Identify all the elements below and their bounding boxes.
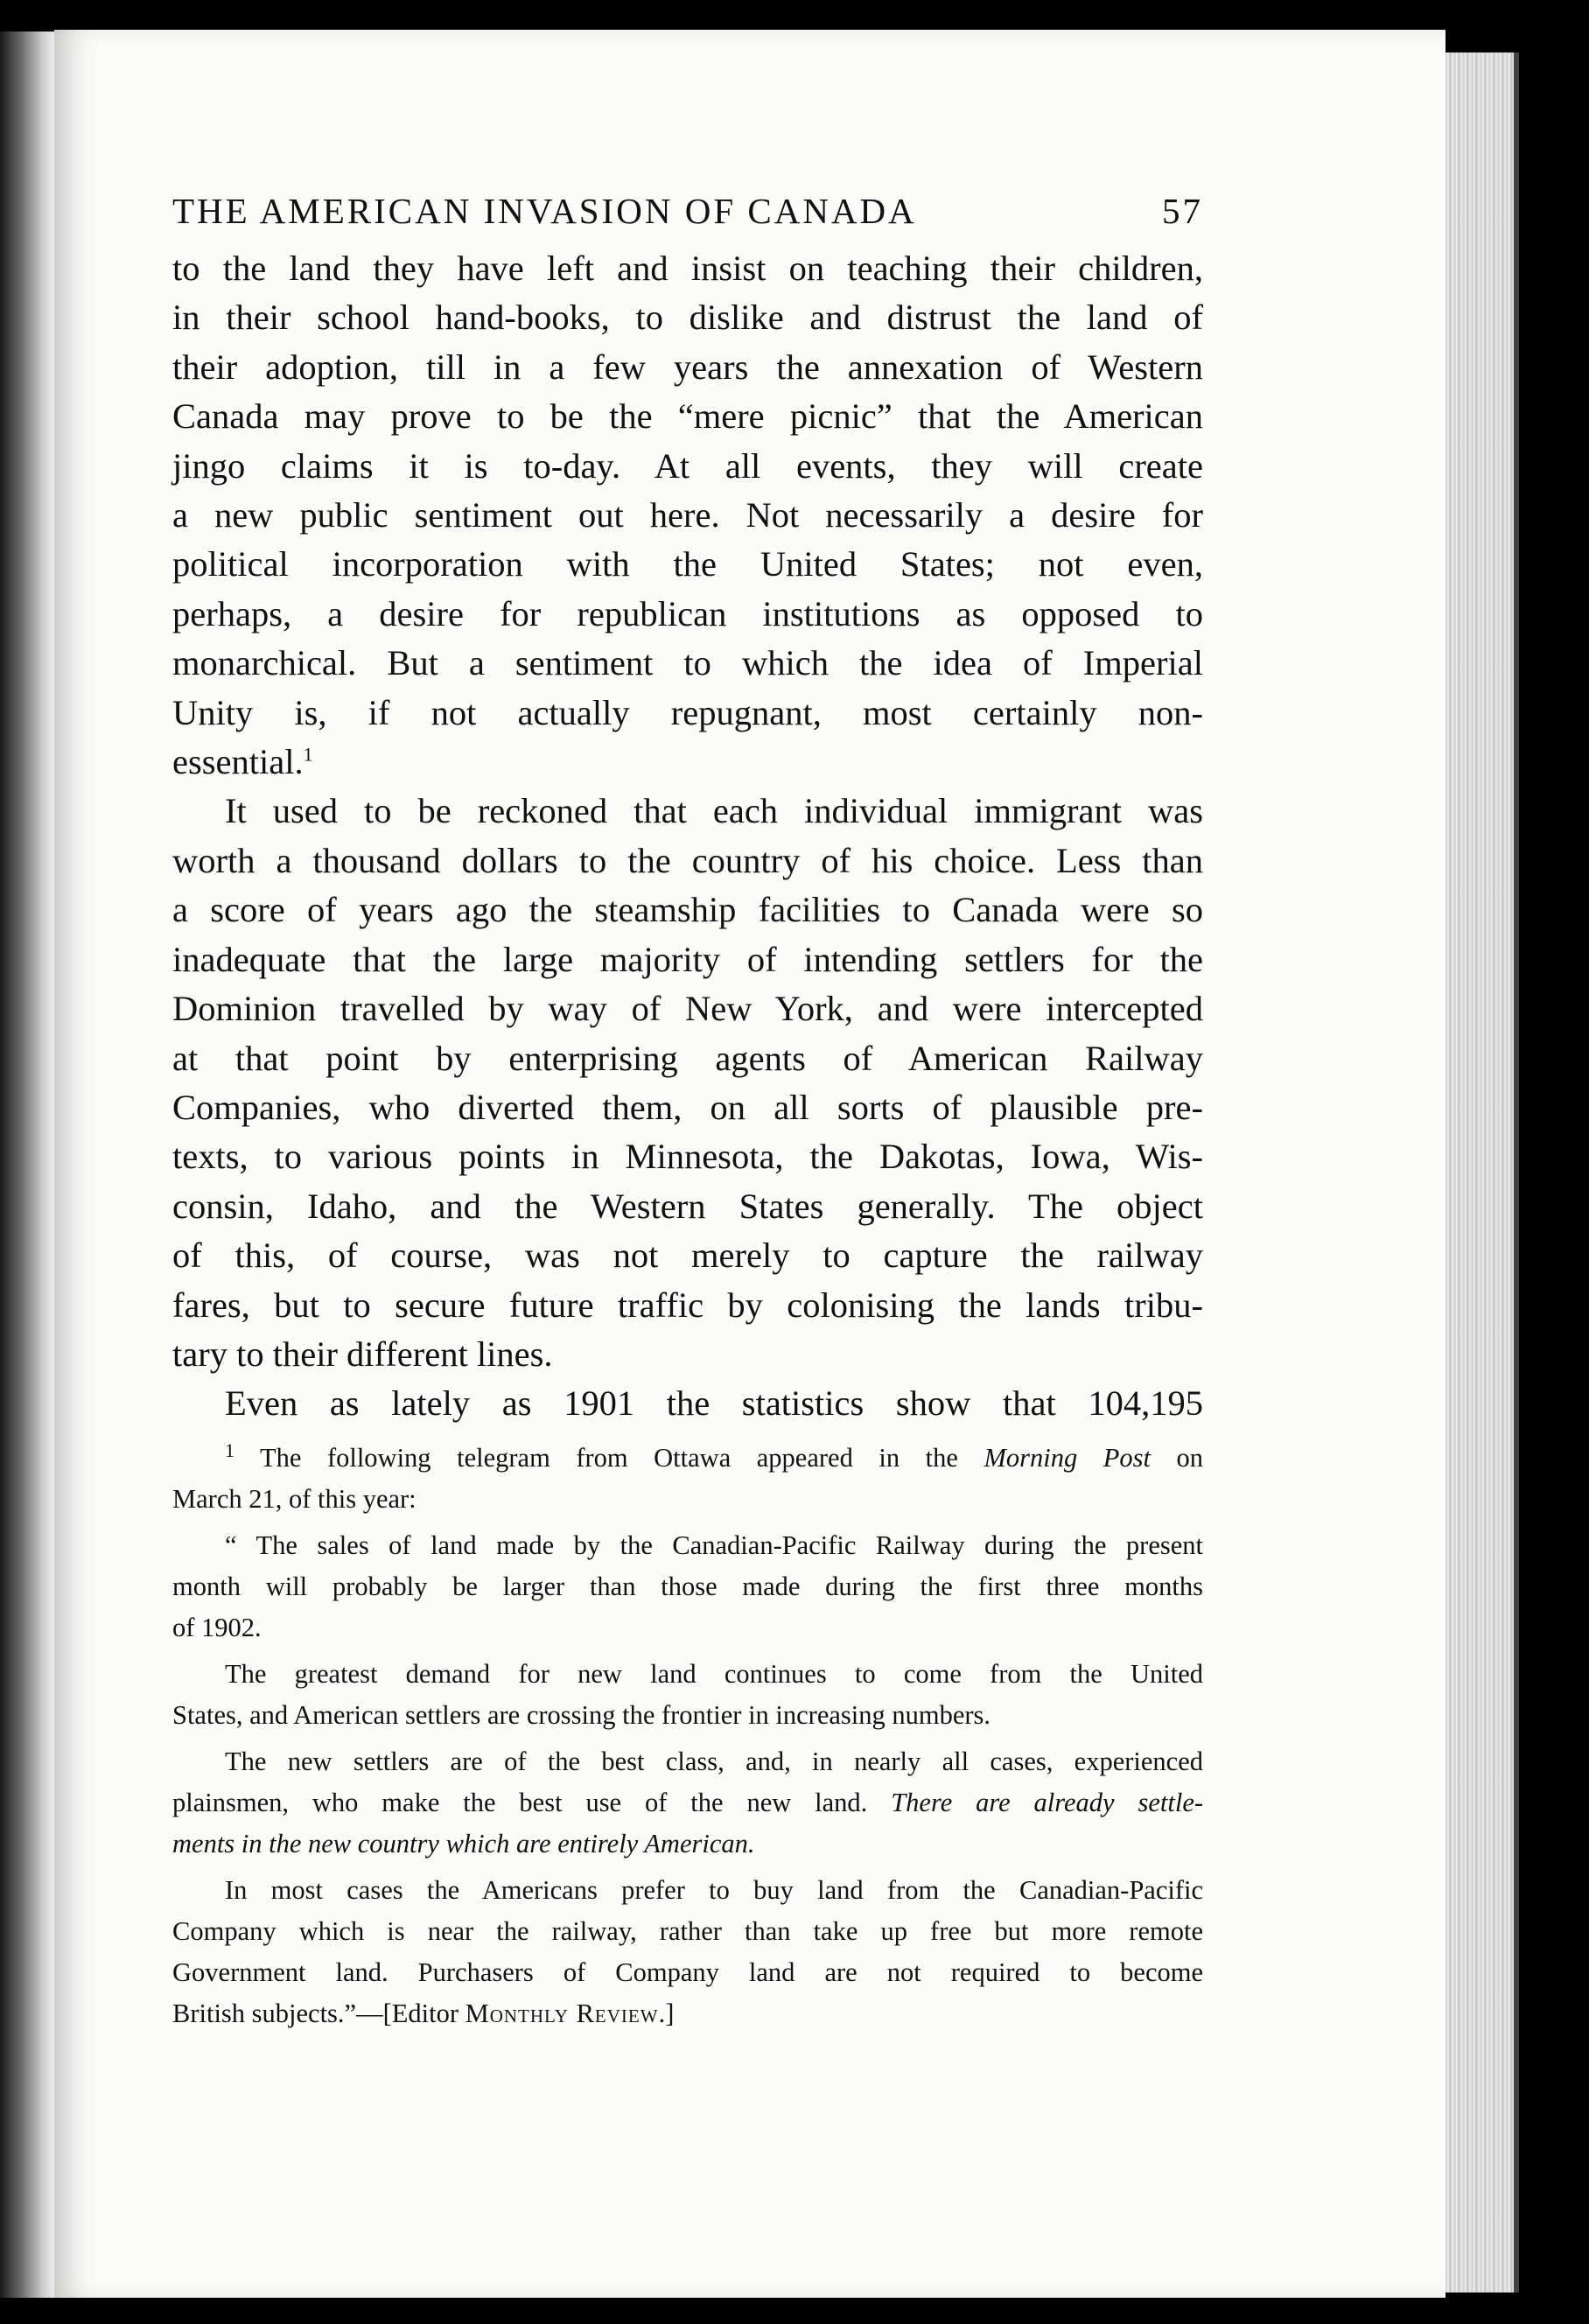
footnote-line: Company which is near the railway, rather than take up free but more remote — [172, 1915, 1203, 1946]
footnote-line-mixed — [172, 1782, 1203, 1824]
text-line: monarchical. But a sentiment to which the idea of Imperial — [172, 643, 1203, 683]
footnote-line — [172, 1824, 1203, 1865]
emphasis-text: ments in the new country which are entirely American. — [172, 1828, 755, 1858]
page-content — [172, 188, 1203, 2034]
footnote-quote-3 — [172, 1741, 1203, 1865]
text-line: to the land they have left and insist on teaching their children, — [172, 248, 1203, 288]
paragraph-1 — [172, 244, 1203, 787]
footnote-number: 1 — [225, 1438, 234, 1461]
footnote-1 — [172, 1438, 1203, 1479]
footnote-quote-2 — [172, 1654, 1203, 1736]
text-line: inadequate that the large majority of intending settlers for the — [172, 939, 1203, 979]
text-line: It used to be reckoned that each individual immigrant was — [225, 791, 1203, 831]
footnote-line: of 1902. — [172, 1612, 262, 1642]
footnotes — [172, 1438, 1203, 2034]
footnote-line: “ The sales of land made by the Canadian-Pacific Railway during the present — [225, 1530, 1203, 1560]
text-line: their adoption, till in a few years the annexation of Western — [172, 346, 1203, 387]
footnote-line: Government land. Purchasers of Company land are not required to become — [172, 1956, 1203, 1987]
text-line: in their school hand-books, to dislike and distrust the land of — [172, 298, 1203, 338]
footnote-line-mixed — [172, 1993, 1203, 2034]
text-line: Companies, who diverted them, on all sorts of plausible pre- — [172, 1087, 1203, 1127]
text-line: a score of years ago the steamship facilities to Canada were so — [172, 890, 1203, 930]
page-stack-edge — [1435, 52, 1519, 2292]
text-line: Unity is, if not actually repugnant, most certainly non- — [172, 692, 1203, 732]
footnote-text: plainsmen, who make the best use of the new land. — [172, 1787, 868, 1817]
footnote-line: The greatest demand for new land continues to come from the United — [225, 1658, 1203, 1689]
footnote-marker[interactable]: 1 — [303, 743, 313, 766]
running-head-title: THE AMERICAN INVASION OF CANADA — [172, 191, 917, 231]
text-line: Dominion travelled by way of New York, and were intercepted — [172, 989, 1203, 1029]
text-line: essential. — [172, 742, 304, 782]
paragraph-3 — [172, 1379, 1203, 1428]
text-line: at that point by enterprising agents of American Railway — [172, 1038, 1203, 1078]
paragraph-2 — [172, 787, 1203, 1379]
footnote-text: British subjects.”—[Editor — [172, 1998, 458, 2028]
text-line: Even as lately as 1901 the statistics show that 104,195 — [225, 1383, 1203, 1424]
text-line: jingo claims it is to-day. At all events, they will create — [172, 445, 1203, 486]
footnote-quote-4 — [172, 1870, 1203, 2034]
footnote-text: on — [1176, 1442, 1204, 1473]
footnote-text: The following telegram from Ottawa appeared in the — [260, 1442, 958, 1473]
text-line: tary to their different lines. — [172, 1334, 553, 1374]
footnote-text: .] — [658, 1998, 675, 2028]
text-line: fares, but to secure future traffic by colonising the lands tribu- — [172, 1284, 1203, 1325]
text-line: texts, to various points in Minnesota, the Dakotas, Iowa, Wis- — [172, 1137, 1203, 1177]
footnote-line: States, and American settlers are crossing the frontier in increasing numbers. — [172, 1699, 991, 1730]
footnote-quote-1 — [172, 1525, 1203, 1648]
emphasis-text: There are already settle- — [891, 1787, 1204, 1817]
body-text — [172, 244, 1203, 1429]
running-head — [172, 188, 1203, 234]
left-page-edge — [0, 32, 54, 2298]
publication-name: Monthly Review — [465, 1998, 659, 2028]
text-line-last — [172, 738, 1203, 787]
footnote-line: The new settlers are of the best class, and, in nearly all cases, experienced — [225, 1746, 1203, 1776]
text-line: a new public sentiment out here. Not necessarily a desire for — [172, 495, 1203, 536]
footnote-line: In most cases the Americans prefer to buy land from the Canadian-Pacific — [225, 1874, 1203, 1905]
page-number: 57 — [1162, 191, 1203, 231]
text-line: consin, Idaho, and the Western States generally. The object — [172, 1186, 1203, 1226]
text-line: political incorporation with the United States; not even, — [172, 544, 1203, 584]
publication-title: Morning Post — [984, 1442, 1151, 1473]
footnote-text: March 21, of this year: — [172, 1483, 416, 1514]
text-line: worth a thousand dollars to the country of his choice. Less than — [172, 840, 1203, 880]
text-line: of this, of course, was not merely to capture the railway — [172, 1236, 1203, 1276]
text-line: perhaps, a desire for republican institutions as opposed to — [172, 593, 1203, 634]
footnote-1-line-2 — [172, 1479, 1203, 1520]
footnote-line: month will probably be larger than those made during the first three months — [172, 1571, 1203, 1601]
text-line: Canada may prove to be the “mere picnic” that the American — [172, 396, 1203, 437]
